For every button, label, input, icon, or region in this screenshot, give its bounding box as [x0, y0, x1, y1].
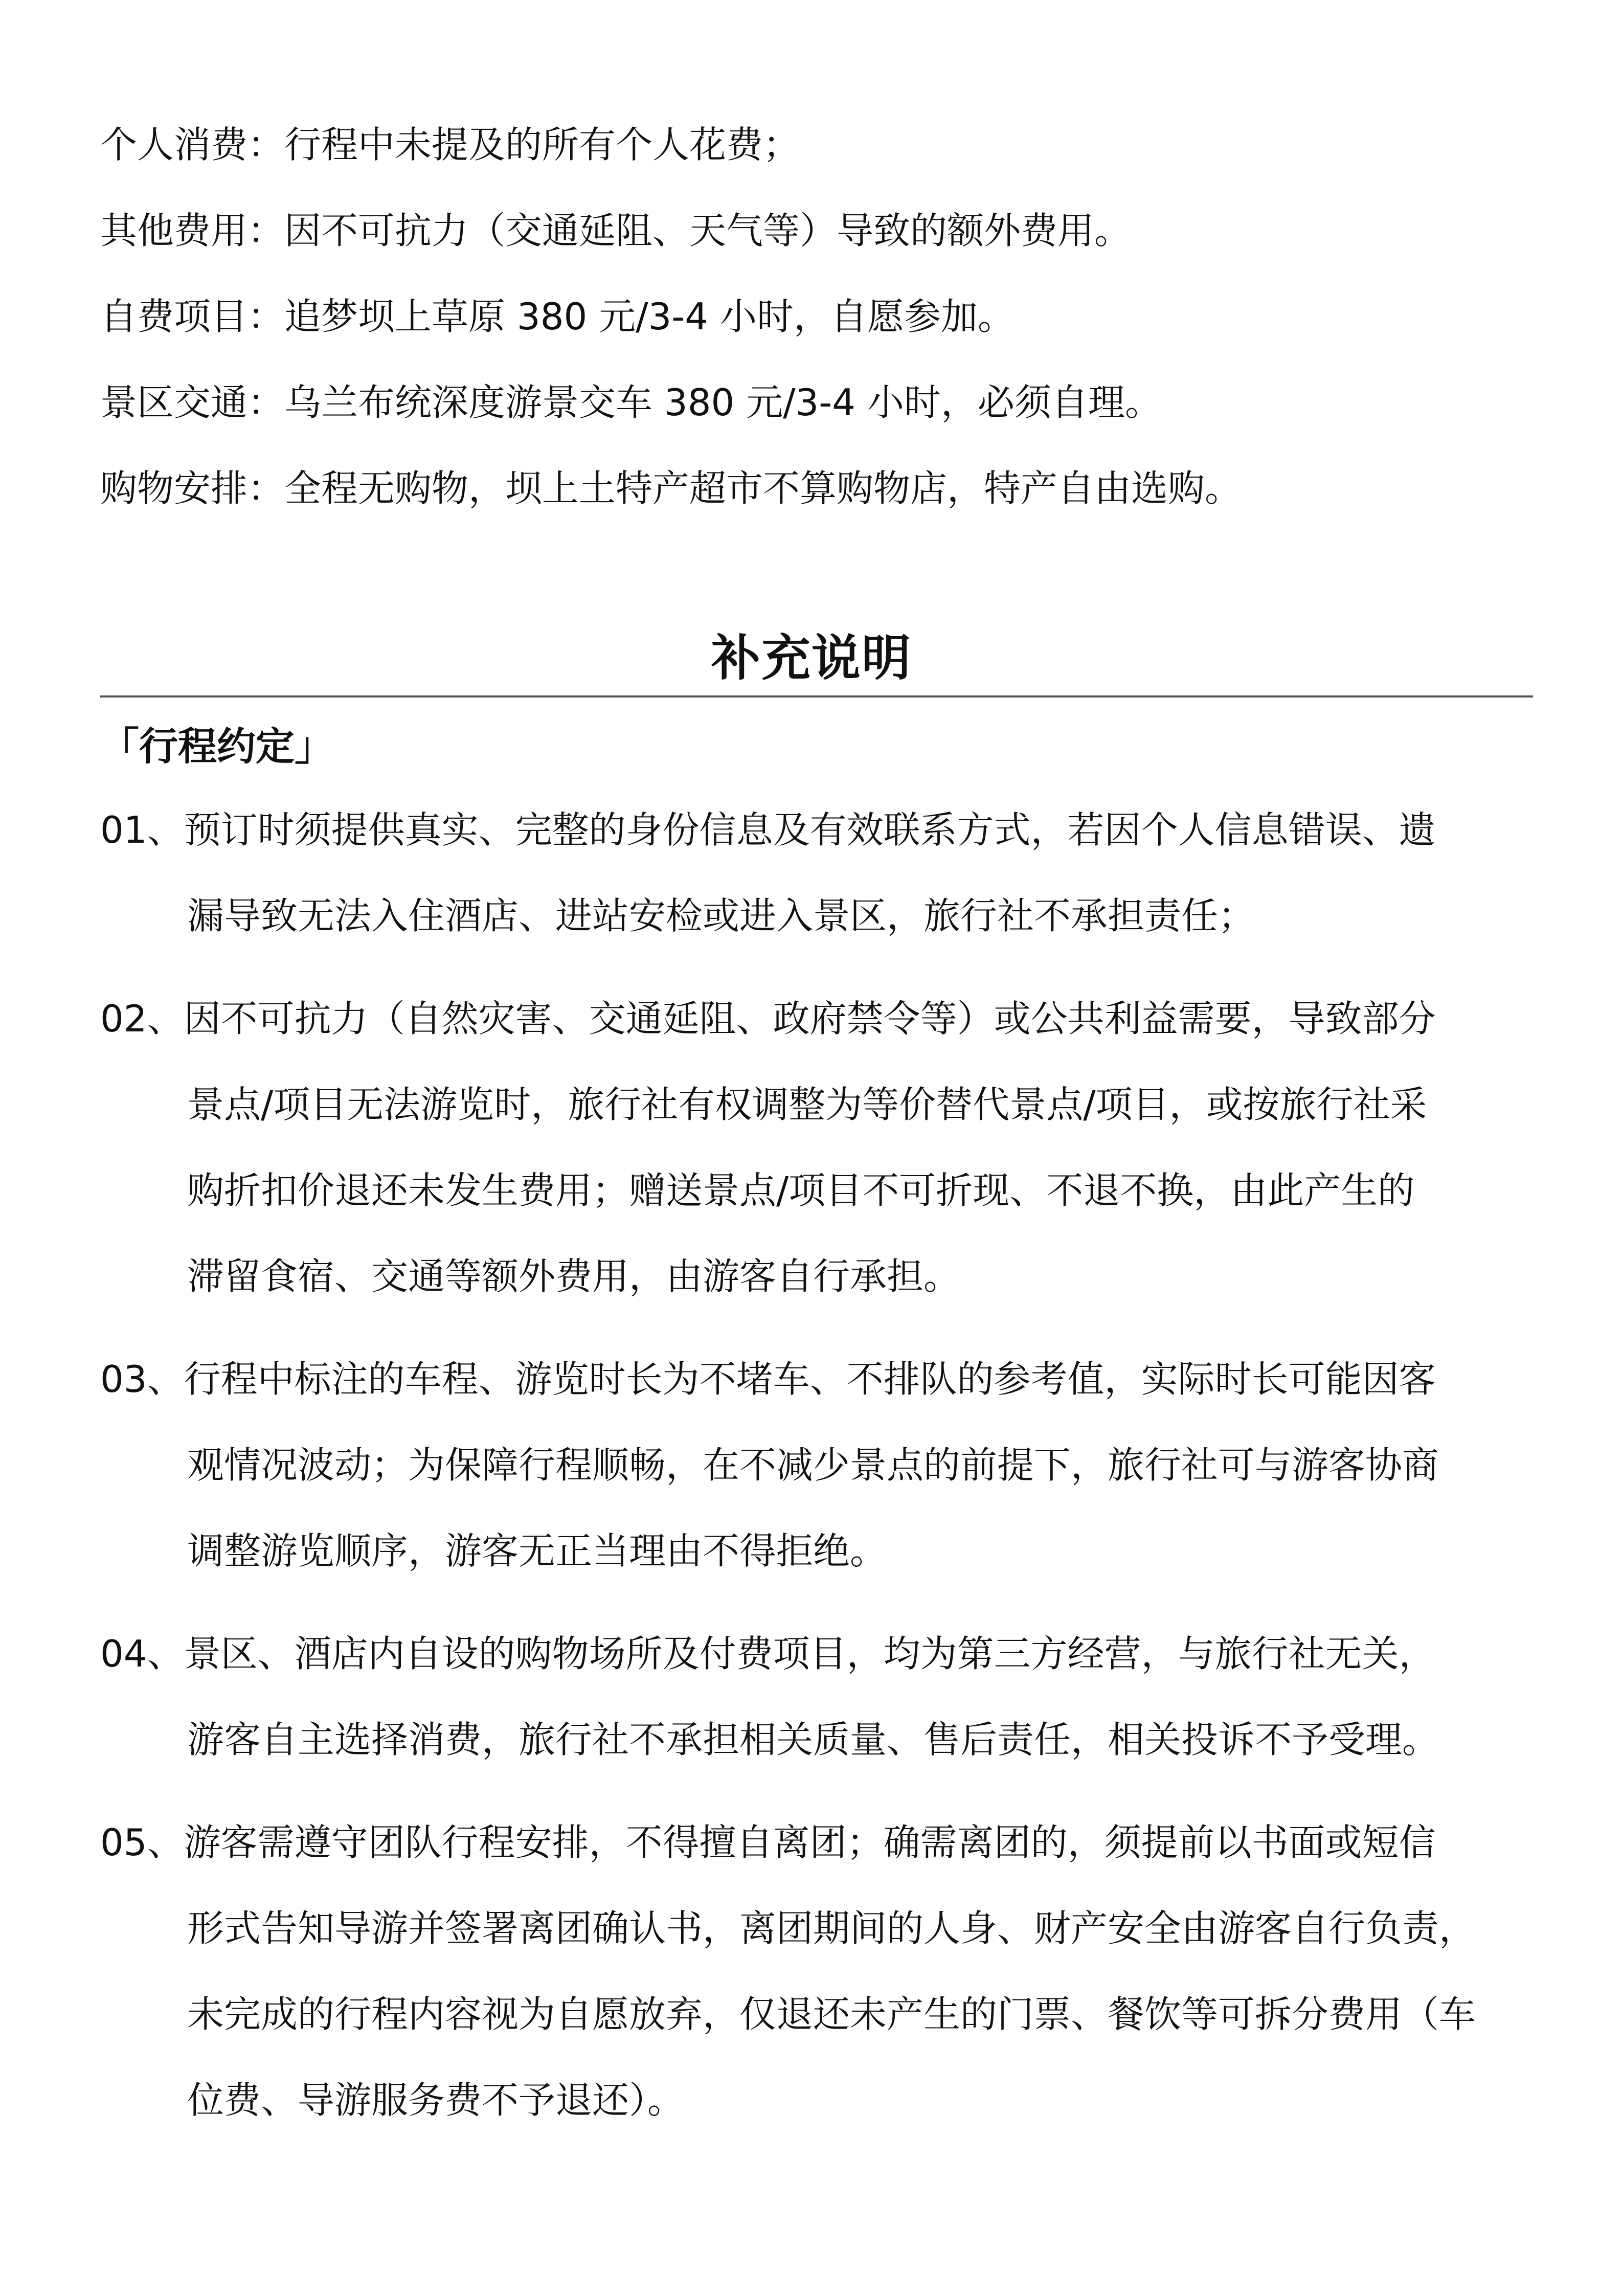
section-divider	[100, 695, 1533, 697]
clause-line: 01、预订时须提供真实、完整的身份信息及有效联系方式，若因个人信息错误、遗	[100, 808, 1436, 851]
clause-02	[100, 984, 1535, 1327]
clause-line: 05、游客需遵守团队行程安排，不得擅自离团；确需离团的，须提前以书面或短信	[100, 1821, 1436, 1864]
clause-line: 购折扣价退还未发生费用；赠送景点/项目不可折现、不退不换，由此产生的	[187, 1169, 1415, 1212]
clause-line: 03、行程中标注的车程、游览时长为不堵车、不排队的参考值，实际时长可能因客	[100, 1358, 1436, 1401]
fee-text: 全程无购物，坝上土特产超市不算购物店，特产自由选购。	[284, 467, 1242, 510]
fee-item-other	[100, 196, 1532, 282]
fee-text: 行程中未提及的所有个人花费；	[284, 123, 800, 166]
clause-04	[100, 1619, 1535, 1791]
fee-item-transport	[100, 368, 1532, 454]
fee-text: 追梦坝上草原 380 元/3-4 小时，自愿参加。	[284, 295, 1015, 338]
clause-line: 位费、导游服务费不予退还）。	[187, 2079, 685, 2122]
fee-label: 购物安排：	[100, 467, 285, 510]
fee-label: 个人消费：	[100, 123, 285, 166]
clause-line: 未完成的行程内容视为自愿放弃，仅退还未产生的门票、餐饮等可拆分费用（车	[187, 1993, 1476, 2036]
fee-item-optional	[100, 282, 1532, 368]
clause-05	[100, 1808, 1535, 2151]
fee-text: 因不可抗力（交通延阻、天气等）导致的额外费用。	[284, 209, 1132, 252]
fee-text: 乌兰布统深度游景交车 380 元/3-4 小时，必须自理。	[284, 381, 1162, 424]
section-title: 补充说明	[711, 629, 912, 687]
fee-item-personal	[100, 110, 1532, 196]
sub-heading: 「行程约定」	[100, 724, 333, 769]
fee-label: 自费项目：	[100, 295, 285, 338]
clause-line: 景点/项目无法游览时，旅行社有权调整为等价替代景点/项目，或按旅行社采	[187, 1083, 1427, 1126]
clause-list	[100, 795, 1535, 2168]
clause-line: 02、因不可抗力（自然灾害、交通延阻、政府禁令等）或公共利益需要，导致部分	[100, 997, 1436, 1040]
clause-line: 游客自主选择消费，旅行社不承担相关质量、售后责任，相关投诉不予受理。	[187, 1718, 1439, 1761]
fee-label: 其他费用：	[100, 209, 285, 252]
clause-line: 滞留食宿、交通等额外费用，由游客自行承担。	[187, 1255, 961, 1298]
clause-line: 观情况波动；为保障行程顺畅，在不减少景点的前提下，旅行社可与游客协商	[187, 1444, 1439, 1487]
fee-item-shopping	[100, 454, 1532, 539]
clause-line: 04、景区、酒店内自设的购物场所及付费项目，均为第三方经营，与旅行社无关，	[100, 1632, 1436, 1675]
clause-line: 形式告知导游并签署离团确认书，离团期间的人身、财产安全由游客自行负责，	[187, 1907, 1476, 1950]
clause-line: 调整游览顺序，游客无正当理由不得拒绝。	[187, 1529, 887, 1572]
clause-line: 漏导致无法入住酒店、进站安检或进入景区，旅行社不承担责任；	[187, 894, 1255, 937]
clause-03	[100, 1344, 1535, 1602]
fee-label: 景区交通：	[100, 381, 285, 424]
fee-list	[100, 110, 1532, 539]
clause-01	[100, 795, 1535, 967]
